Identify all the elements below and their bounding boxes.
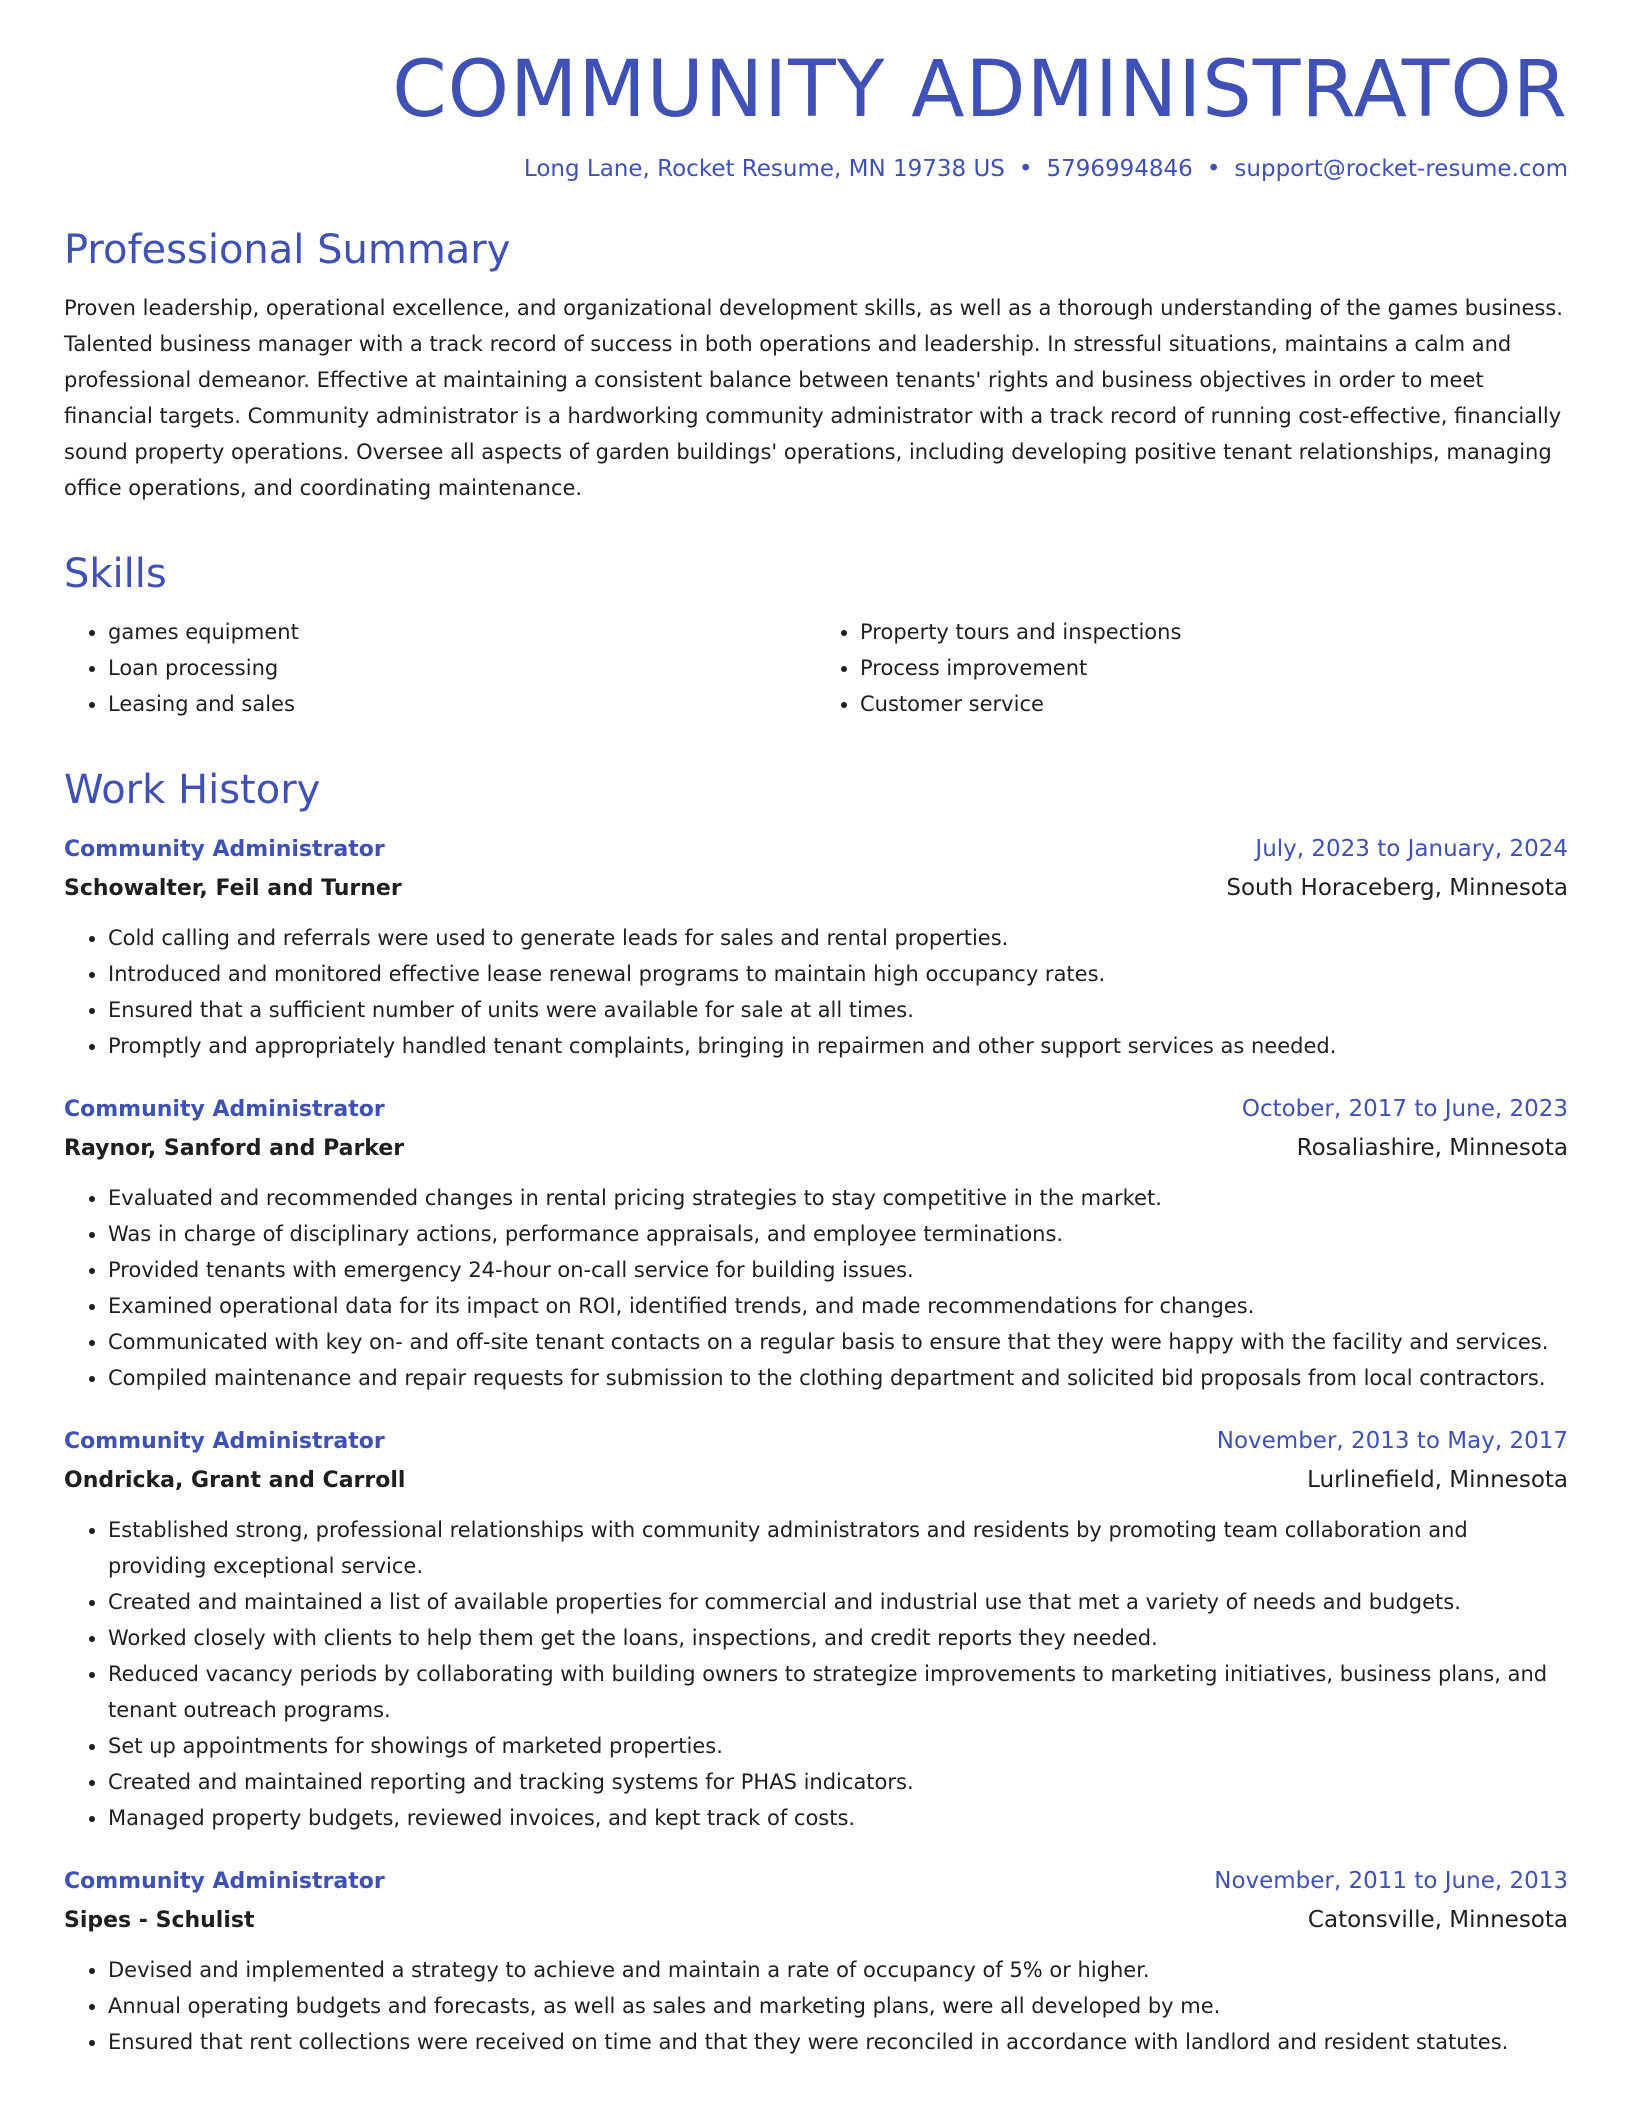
job-bullet: • Evaluated and recommended changes in rental pricing strategies to stay competitive in the market.: [108, 1180, 1568, 1216]
job-bullet: • Reduced vacancy periods by collaborating with building owners to strategize improvements to marketing initiatives, business plans, and tenant outreach programs.: [108, 1656, 1568, 1728]
job-entry: [64, 1422, 1568, 1836]
contact-separator: •: [1206, 155, 1221, 182]
job-bullet: • Worked closely with clients to help them get the loans, inspections, and credit reports they needed.: [108, 1620, 1568, 1656]
job-dates: November, 2013 to May, 2017: [1216, 1427, 1568, 1454]
job-bullets: [64, 1952, 1568, 2060]
job-company: Ondricka, Grant and Carroll: [64, 1467, 406, 1493]
job-company: Schowalter, Feil and Turner: [64, 875, 402, 901]
skill-item: • Property tours and inspections: [860, 614, 1568, 650]
job-bullet: • Communicated with key on- and off-site tenant contacts on a regular basis to ensure that they were happy with the facility and services.: [108, 1324, 1568, 1360]
contact-separator: •: [1018, 155, 1033, 182]
skill-item: • Customer service: [860, 686, 1568, 722]
job-bullet: • Devised and implemented a strategy to achieve and maintain a rate of occupancy of 5% or higher.: [108, 1952, 1568, 1988]
job-title: Community Administrator: [64, 1428, 385, 1454]
job-dates: November, 2011 to June, 2013: [1214, 1867, 1568, 1894]
skill-item: • games equipment: [108, 614, 816, 650]
job-company: Sipes - Schulist: [64, 1907, 255, 1933]
skill-item: • Leasing and sales: [108, 686, 816, 722]
job-bullet: • Managed property budgets, reviewed invoices, and kept track of costs.: [108, 1800, 1568, 1836]
job-entry: [64, 1862, 1568, 2060]
job-title: Community Administrator: [64, 836, 385, 862]
job-bullet: • Was in charge of disciplinary actions, performance appraisals, and employee terminations.: [108, 1216, 1568, 1252]
contact-phone: 5796994846: [1046, 155, 1193, 182]
job-bullet: • Examined operational data for its impact on ROI, identified trends, and made recommendations for changes.: [108, 1288, 1568, 1324]
job-entry: [64, 830, 1568, 1064]
job-bullet: • Created and maintained a list of available properties for commercial and industrial use that met a variety of needs and budgets.: [108, 1584, 1568, 1620]
job-bullet: • Set up appointments for showings of marketed properties.: [108, 1728, 1568, 1764]
resume-title: COMMUNITY ADMINISTRATOR: [392, 45, 1568, 135]
job-title: Community Administrator: [64, 1868, 385, 1894]
job-location: Lurlinefield, Minnesota: [1307, 1466, 1568, 1493]
summary-text: Proven leadership, operational excellence, and organizational development skills, as well as a thorough understanding of the games business. Talented business manager with a track record of success in both operations and leadership. In stressful situations, maintains a calm and professional demeanor. Effective at maintaining a consistent balance between tenants' rights and business objectives in order to meet financial targets. Community administrator is a hardworking community administrator with a track record of running cost-effective, financially sound property operations. Oversee all aspects of garden buildings' operations, including developing positive tenant relationships, managing office operations, and coordinating maintenance.: [64, 295, 1563, 500]
skills-column-right: [816, 614, 1568, 722]
job-bullet: • Annual operating budgets and forecasts, as well as sales and marketing plans, were all developed by me.: [108, 1988, 1568, 2024]
job-bullets: [64, 1512, 1568, 1836]
skill-item: • Process improvement: [860, 650, 1568, 686]
skills-list: [64, 614, 1568, 722]
job-bullets: [64, 1180, 1568, 1396]
job-location: South Horaceberg, Minnesota: [1226, 874, 1568, 901]
skill-item: • Loan processing: [108, 650, 816, 686]
job-entry: [64, 1090, 1568, 1396]
job-location: Rosaliashire, Minnesota: [1296, 1134, 1568, 1161]
job-bullet: • Promptly and appropriately handled tenant complaints, bringing in repairmen and other support services as needed.: [108, 1028, 1568, 1064]
job-bullet: • Ensured that rent collections were received on time and that they were reconciled in accordance with landlord and resident statutes.: [108, 2024, 1568, 2060]
job-bullet: • Introduced and monitored effective lease renewal programs to maintain high occupancy rates.: [108, 956, 1568, 992]
job-bullet: • Provided tenants with emergency 24-hour on-call service for building issues.: [108, 1252, 1568, 1288]
summary-heading: Professional Summary: [64, 226, 511, 273]
job-bullets: [64, 920, 1568, 1064]
job-bullet: • Established strong, professional relationships with community administrators and residents by promoting team collaboration and providing exceptional service.: [108, 1512, 1568, 1584]
contact-email: support@rocket-resume.com: [1234, 155, 1568, 182]
job-dates: July, 2023 to January, 2024: [1255, 835, 1568, 862]
skills-column-left: [64, 614, 816, 722]
job-dates: October, 2017 to June, 2023: [1241, 1095, 1568, 1122]
contact-address: Long Lane, Rocket Resume, MN 19738 US: [523, 155, 1005, 182]
job-bullet: • Created and maintained reporting and tracking systems for PHAS indicators.: [108, 1764, 1568, 1800]
contact-line: [64, 156, 1568, 182]
skills-heading: Skills: [64, 550, 167, 597]
job-location: Catonsville, Minnesota: [1307, 1906, 1568, 1933]
job-title: Community Administrator: [64, 1096, 385, 1122]
job-bullet: • Compiled maintenance and repair requests for submission to the clothing department and solicited bid proposals from local contractors.: [108, 1360, 1568, 1396]
job-bullet: • Ensured that a sufficient number of units were available for sale at all times.: [108, 992, 1568, 1028]
job-bullet: • Cold calling and referrals were used to generate leads for sales and rental properties.: [108, 920, 1568, 956]
work-history-heading: Work History: [64, 766, 321, 813]
job-company: Raynor, Sanford and Parker: [64, 1135, 405, 1161]
